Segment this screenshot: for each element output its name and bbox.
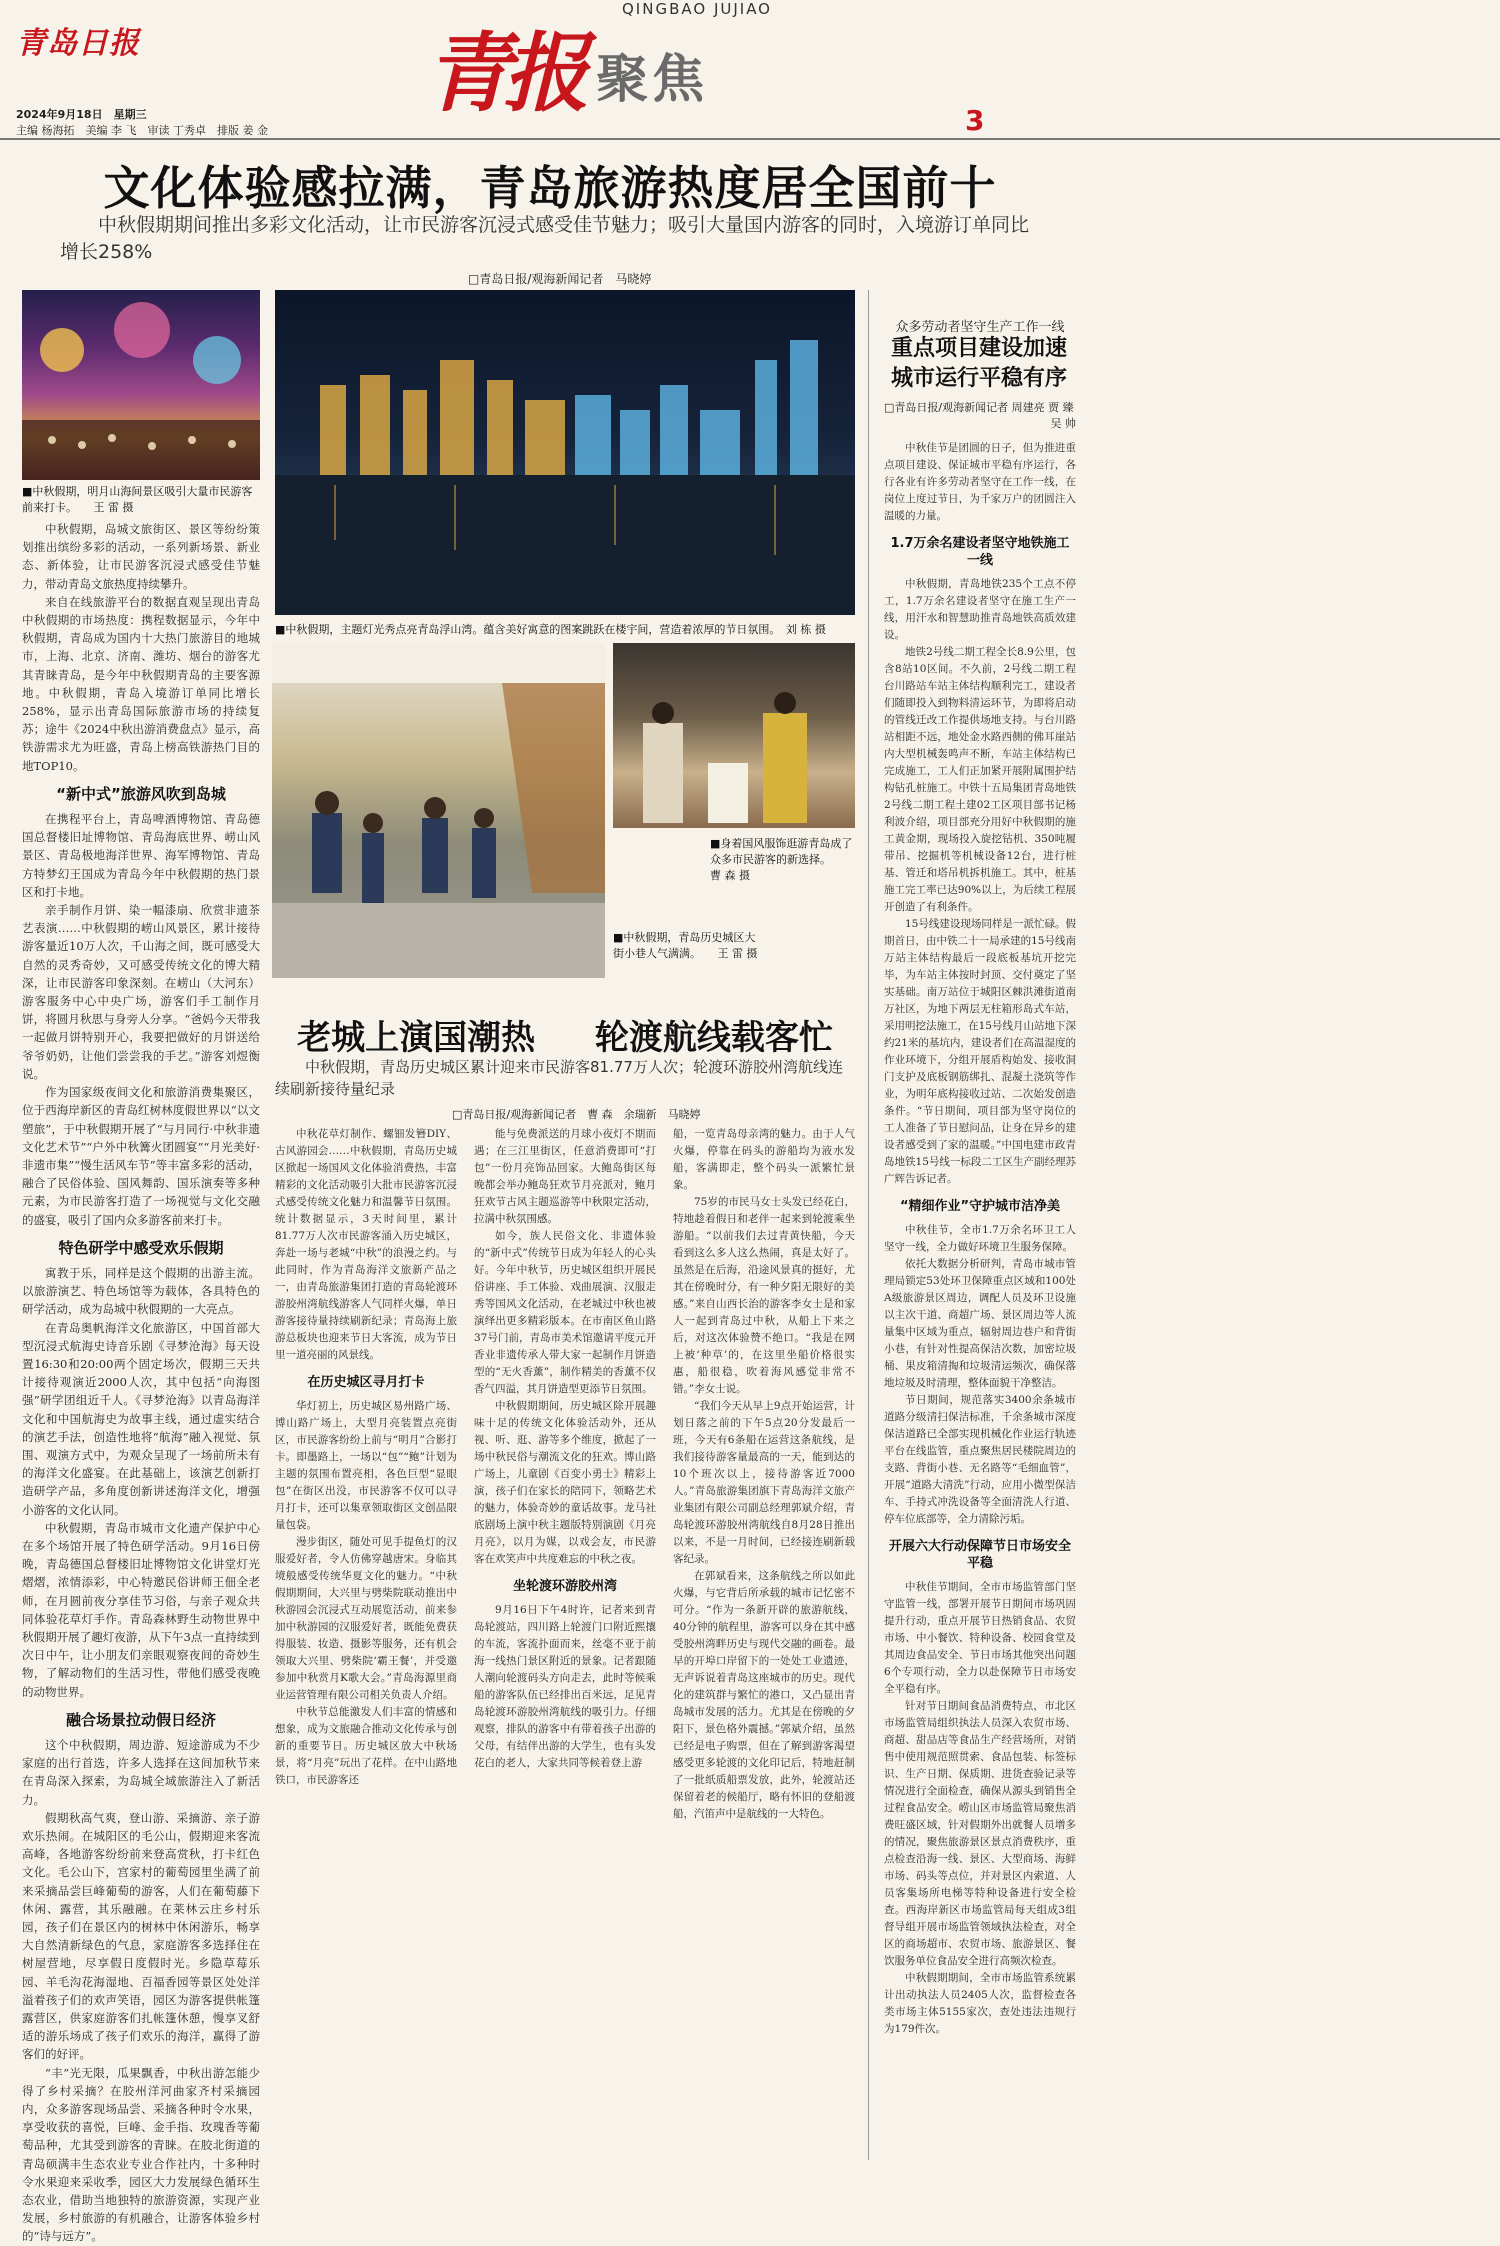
page-number: 3 xyxy=(965,104,985,137)
paragraph: 船，一览青岛母亲湾的魅力。由于人气火爆，停靠在码头的游船均为液水发船，客满即走，整个码头一派繁忙景象。 xyxy=(673,1128,855,1191)
paragraph: 中秋假期，青岛地铁235个工点不停工，1.7万余名建设者坚守在施工生产一线，用汗水和智慧助推青岛地铁高质效建设。 xyxy=(884,578,1076,641)
street-crowd-graphic xyxy=(272,643,605,978)
section-heading: 特色研学中感受欢乐假期 xyxy=(58,1238,224,1257)
paragraph: 在郭斌看来，这条航线之所以如此火爆，与它背后所承载的城市记忆密不可分。“作为一条新开辟的旅游航线，40分钟的航程里，游客可以身在其中感受胶州湾畔历史与现代交融的画卷。最早的开埠口岸留下的一处处工业遗迹，无声诉说着青岛这座城市的历史。现代化的建筑群与繁忙的港口，又凸显出青岛城市发展的活力。尤其是在傍晚的夕阳下，景色格外震撼。”郭斌介绍，虽然已经是电子购票，但在了解到游客渴望感受更多轮渡的文化印记后，特地赶制了一批纸质船票发放，此外，轮渡站还保留着老的候船厅，略有怀旧的登船渡船，汽笛声中是航线的一大特色。 xyxy=(673,1570,855,1820)
masthead-rule xyxy=(0,138,1500,140)
paper-logo xyxy=(16,18,140,62)
paragraph: 在青岛奥帆海洋文化旅游区，中国首部大型沉浸式航海史诗音乐剧《寻梦沧海》每天设置16:30和20:00两个固定场次，假期三天共计接待观演近2000人次，其中包括“向海图强”研学团组近千人。《寻梦沧海》以青岛海洋文化和中国航海史为故事主线，通过虚实结合的演艺手法，创造性地将“航海”融入视觉、氛围、观演方式中，为观众呈现了一场前所未有的海洋文化盛宴。在此基础上，该演艺创新打造研学产品，多角度创新讲述海洋文化，增强小游客的文化认同。 xyxy=(22,1320,260,1517)
paragraph: 15号线建设现场同样是一派忙碌。假期首日，由中铁二十一局承建的15号线南万站主体结构最后一段底板基坑开挖完毕，为车站主体按时封顶、交付奠定了坚实基础。南万站位于城阳区棘洪滩街道南万社区，为地下两层无柱箱形岛式车站，采用明挖法施工，在15号线月山站地下深约21米的基坑内，建设者们在高温湿度的作业环境下，分组开展盾构始发、接收洞门支护及底板钢筋绑扎、混凝土浇筑等作业，为明年底构接收过站、二次始发创造条件。“节日期间，项目部为坚守岗位的工人准备了节日慰问品，让身在异乡的建设者感受到了家的温暖。”中国电建市政青岛地铁15号线一标段二工区生产副经理苏广辉告诉记者。 xyxy=(884,918,1076,1185)
lead-subhead: 中秋假期期间推出多彩文化活动，让市民游客沉浸式感受佳节魅力；吸引大量国内游客的同时，入境游订单同比增长258% xyxy=(60,214,1030,263)
paragraph: 亲手制作月饼、染一幅漆扇、欣赏非遗茶艺表演……中秋假期的崂山风景区，累计接待游客量近10万人次，千山海之间，既可感受大自然的灵秀奇妙，又可感受传统文化的博大精深，让市民游客印象深刻。在崂山（大河东）游客服务中心中央广场，游客们手工制作月饼，将圆月秋思与身旁人分享。“爸妈今天带我一起做月饼特别开心，我要把做好的月饼送给爷爷奶奶，让他们尝尝我的手艺。”游客刘煜衡说。 xyxy=(22,903,260,1081)
right-column-body xyxy=(884,440,1076,2038)
section-logo xyxy=(425,23,709,124)
paragraph: 作为国家级夜间文化和旅游消费集聚区，位于西海岸新区的青岛红树林度假世界以“以文塑旅”，于中秋假期开展了“与月同行·中秋非遗文化艺术节”“户外中秋篝火团圆宴”“月光美好·非遗市集”“慢生活风车节”等丰富多彩的活动，融合了民俗体验、国风舞韵、国乐演奏等多种元素，为市民游客打造了一场视觉与文化交融的盛宴，吸引了国内众多游客前来打卡。 xyxy=(22,1085,260,1227)
section-logo-mark: 青报 xyxy=(425,23,581,124)
paragraph: 漫步街区，随处可见手提鱼灯的汉服爱好者，令人仿佛穿越唐宋。身临其境般感受传统华夏文化的魅力。“中秋假期期间，大兴里与劈柴院联动推出中秋游园会沉浸式互动展览活动，前来参加中秋游园的汉服爱好者，既能免费获得服装、妆造、摄影等服务，还有机会领取大兴里、劈柴院‘霸王餐’，并受邀参加中秋赏月K歌大会。”青岛海源里商业运营管理有限公司相关负责人介绍。 xyxy=(275,1536,457,1701)
section-heading: “新中式”旅游风吹到岛城 xyxy=(56,784,226,803)
photo1-caption: ■中秋假期，明月山海间景区吸引大量市民游客前来打卡。 王 雷 摄 xyxy=(22,485,253,514)
paragraph: 中秋假期，岛城文旅街区、景区等纷纷策划推出缤纷多彩的活动，一系列新场景、新业态、新体验，让市民游客沉浸式感受佳节魅力，带动青岛文旅热度持续攀升。 xyxy=(22,522,260,591)
photo-lantern-park xyxy=(22,290,260,480)
right-headline: 重点项目建设加速城市运行平稳有序 xyxy=(890,336,1067,391)
paragraph: 中秋假期期间，全市市场监管系统累计出动执法人员2405人次，监督检查各类市场主体5155家次，查处违法违规行为179件次。 xyxy=(884,1972,1076,2035)
paragraph: 如今，族人民俗文化、非遗体验的“新中式”传统节日成为年轻人的心头好。今年中秋节，历史城区组织开展民俗讲座、手工体验、戏曲展演、汉服走秀等国风文化活动，在老城过中秋也被演绎出更多精彩版本。在市南区鱼山路37号门前，青岛市美术馆邀请平度元开香业非遗传承人带大家一起制作月饼造型的“无火香薰”，制作精美的香薰不仅香气四溢，其月饼造型更添节日氛围。 xyxy=(474,1230,656,1395)
section-pinyin: QINGBAO JUJIAO xyxy=(622,0,772,18)
photo-night-skyline xyxy=(275,290,855,615)
second-headline xyxy=(275,1010,855,1059)
right-byline-2: 吴 帅 xyxy=(1050,417,1076,430)
page-editors: 主编 杨海拓 美编 李 飞 审读 丁秀卓 排版 姜 金 xyxy=(16,124,268,137)
paragraph: 来自在线旅游平台的数据直观呈现出青岛中秋假期的市场热度：携程数据显示，今年中秋假期，青岛成为国内十大热门旅游目的地城市，上海、北京、济南、潍坊、烟台的游客尤其青睐青岛，是今年中秋假期青岛的主要客源地。中秋假期，青岛入境游订单同比增长258%，显示出青岛国际旅游市场的持续复苏；途牛《2024中秋出游消费盘点》显示，高铁游需求尤为旺盛，青岛上榜高铁游热门目的地TOP10。 xyxy=(22,594,260,773)
second-headline-b: 轮渡航线载客忙 xyxy=(594,1018,833,1058)
photo2-caption: ■中秋假期，主题灯光秀点亮青岛浮山湾。蕴含美好寓意的图案跳跃在楼宇间，营造着浓厚的节日氛围。 刘 栋 摄 xyxy=(275,623,826,636)
section-heading: 1.7万余名建设者坚守地铁施工一线 xyxy=(890,536,1070,568)
paragraph: 中秋假期，青岛市城市文化遗产保护中心在多个场馆开展了特色研学活动。9月16日傍晚，青岛德国总督楼旧址博物馆文化讲堂灯光熠熠，浓情添彩，中心特邀民俗讲师王佃全老师，在月圆前夜分享佳节习俗，与亲子观众共同体验花草灯手作。青岛森林野生动物世界中秋假期开展了趣灯夜游，从下午3点一直持续到次日中午，让小朋友们亲眼观察夜间的奇妙生物，了解动物们的生活习性，带他们感受夜晚的动物世界。 xyxy=(22,1520,260,1699)
paragraph: 这个中秋假期，周边游、短途游成为不少家庭的出行首选，许多人选择在这间加秋节来在青岛深入探索，为岛城全域旅游注入了新活力。 xyxy=(22,1738,260,1807)
second-byline: □青岛日报/观海新闻记者 曹 森 余瑞新 马晓婷 xyxy=(452,1108,701,1121)
paragraph: “我们今天从早上9点开始运营，计划日落之前的下午5点20分发最后一班，今天有6条船在运营这条航线，是我们接待游客量最高的一天，能到达的10个班次以上，接待游客近7000人。”青岛旅游集团旗下青岛海洋文旅产业集团有限公司副总经理郭斌介绍，青岛轮渡环游胶州湾航线自8月28日推出以来，不是一月时间，已经接连刷新载客纪录。 xyxy=(673,1400,855,1565)
paragraph: 寓教于乐，同样是这个假期的出游主流。以旅游演艺、特色场馆等为载体，各具特色的研学活动，成为岛城中秋假期的一大亮点。 xyxy=(22,1265,260,1317)
paragraph: 中秋佳节期间，全市市场监管部门坚守监管一线，部署开展节日期间市场巩固提升行动，重点开展节日热销食品、农贸市场、中小餐饮、特种设备、校园食堂及其周边食品安全、节日市场其他突出问题6个专项行动，全力以赴保障节日市场安全平稳有序。 xyxy=(884,1581,1076,1695)
photo-old-town-street xyxy=(272,643,605,978)
paragraph: 中秋佳节是团圆的日子，但为推进重点项目建设、保证城市平稳有序运行，各行各业有许多劳动者坚守在工作一线，在岗位上度过节日，为千家万户的团圆注入温暖的力量。 xyxy=(884,442,1076,522)
section-heading: 融合场景拉动假日经济 xyxy=(65,1710,216,1729)
paper-logo-text: 青岛日报 xyxy=(16,26,140,61)
second-subhead: 中秋假期，青岛历史城区累计迎来市民游客81.77万人次；轮渡环游胶州湾航线连续刷新接待量纪录 xyxy=(275,1058,843,1098)
paragraph: 依托大数据分析研判，青岛市城市管理局锁定53处环卫保障重点区域和100处A级旅游景区周边，调配人员及环卫设施以主次干道、商超广场、景区周边等人流量集中区域为重点，辐射周边巷户和背街小巷，有针对性提高保洁次数，加密垃圾桶、果皮箱清掏和垃圾清运频次，确保落地垃圾及时清理，整体面貌干净整洁。 xyxy=(884,1258,1076,1389)
paragraph: 地铁2号线二期工程全长8.9公里，包含8站10区间。不久前，2号线二期工程台川路站车站主体结构顺利完工，建设者们随即投入到物料清运环节，为即将启动的管线迁改工作提供场地支持。与台川路站相距不远，地处金水路西侧的佛耳崖站内大型机械轰鸣声不断，车站主体结构已完成施工，工人们正加紧开展附属围护结构钻孔桩施工。中铁十五局集团青岛地铁2号线二期工程土建02工区项目部书记杨利波介绍，项目部充分用好中秋假期的施工黄金期，现场投入旋挖钻机、350吨履带吊、挖掘机等机械设备12台，进行桩基、管迁和塔吊机拆机施工。其中，桩基施工完工率已达90%以上，为后续工程展开创造了有利条件。 xyxy=(884,646,1076,913)
section-heading: 在历史城区寻月打卡 xyxy=(307,1375,425,1390)
lead-column-1 xyxy=(22,520,260,2246)
photo-hanfu-shopping xyxy=(613,643,855,828)
second-column-3 xyxy=(673,1126,855,1823)
right-byline xyxy=(884,400,1076,432)
paragraph: 中秋佳节，全市1.7万余名环卫工人坚守一线，全力做好环境卫生服务保障。 xyxy=(884,1224,1076,1253)
paragraph: 中秋假期期间，历史城区除开展趣味十足的传统文化体验活动外，还从视、听、逛、游等多个维度，掀起了一场中秋民俗与潮流文化的狂欢。博山路广场上，儿童剧《百变小勇士》精彩上演，孩子们在家长的陪同下，领略艺术的魅力，体验奇妙的童话故事。龙马社底剧场上演中秋主题版特别演剧《月亮 月亮》，以月为媒，以戏会友，市民游客在欢笑声中共度难忘的中秋之夜。 xyxy=(474,1400,656,1565)
paragraph: 针对节日期间食品消费特点，市北区市场监管局组织执法人员深入农贸市场、商超、甜品店等食品生产经营场所，对销售中使用规范照贯索、食品包装、标签标识、生产日期、保质期、进货查验记录等情况进行全面检查，确保从源头到销售全过程食品安全。崂山区市场监管局聚焦消费旺盛区域，针对假期外出就餐人员增多的情况，聚焦旅游景区景点消费秩序，重点检查沿海一线、景区、大型商场、海鲜市场、码头等点位，并对景区内索道、人员客集场所电梯等特种设备进行安全检查。西海岸新区市场监管局每天组成3组督导组开展市场监管领域执法检查，对全区的商场超市、农贸市场、旅游景区、餐饮服务单位食品安全进行高频次检查。 xyxy=(884,1700,1076,1967)
lead-col1-paras xyxy=(22,520,260,775)
paragraph: 中秋花草灯制作、螺钿发簪DIY、古风游园会……中秋假期，青岛历史城区掀起一场国风文化体验消费热，丰富精彩的文化活动吸引大批市民游客沉浸式感受传统文化魅力和温馨节日氛围。统计数据显示，3天时间里，累计81.77万人次市民游客涌入历史城区，奔赴一场与老城“中秋”的浪漫之约。与此同时，作为青岛海洋文旅新产品之一，由青岛旅游集团打造的青岛轮渡环游胶州湾航线游客人气同样火爆，单日游客接待量持续刷新纪录；青岛海上旅游总板块也迎来节日大客流，成为节日里一道亮丽的风景线。 xyxy=(275,1128,457,1361)
paragraph: 假期秋高气爽，登山游、采摘游、亲子游欢乐热闹。在城阳区的毛公山，假期迎来客流高峰，各地游客纷纷前来登高赏秋，打卡红色文化。毛公山下，宫家村的葡萄园里坐满了前来采摘品尝巨峰葡萄的游客，人们在葡萄藤下休闲、露营，其乐融融。在莱林云庄乡村乐园，孩子们在景区内的树林中休闲游乐，畅享大自然清新绿色的气息，家庭游客多选择住在树屋营地，尽享假日度假时光。乡隐草莓乐园、羊毛沟花海湿地、百福香园等景区处处洋溢着孩子们的欢声笑语，园区为游客提供帐篷露营区，供家庭游客们扎帐篷休憩，慢享叉舒适的游乐场成了孩子们欢乐的海洋，赢得了游客们的好评。 xyxy=(22,1810,260,2062)
paragraph: 75岁的市民马女士头发已经花白，特地趁着假日和老伴一起来到轮渡乘坐游船。“以前我们去过青黄快船，今天看到这么多人这么热闹，真是太好了。虽然是在后海，沿途风景真的挺好，尤其在傍晚时分，有一种夕阳无限好的美感。”来自山西长治的游客李女士是和家人一起到青岛过中秋，从船上下来之后，对这次体验赞不绝口。“我是在网上被‘种草’的，在这里坐船价格很实惠，船很稳，吹着海风感觉非常不错。”李女士说。 xyxy=(673,1196,855,1395)
second-column-1 xyxy=(275,1126,457,1789)
skyline-graphic xyxy=(275,290,855,615)
paragraph: “丰”光无限，瓜果飘香，中秋出游怎能少得了乡村采摘？在胶州洋河曲家齐村采摘园内，众多游客现场品尝、采摘各种时令水果，享受收获的喜悦，巨峰、金手指、玫瑰香等葡萄品种，尤其受到游客的青睐。在胶北街道的青岛硕满丰生态农业专业合作社内，十多种时令水果迎来采收季，园区大力发展绿色循环生态农业，借助当地独特的旅游资源，实现产业发展，乡村旅游的有机融合，让游客体验乡村的“诗与远方”。 xyxy=(22,2065,260,2244)
section-heading: 坐轮渡环游胶州湾 xyxy=(512,1579,617,1594)
paragraph: 节日期间，规范落实3400余条城市道路分级清扫保洁标准，千余条城市深度保洁道路已全部实现机械化作业运行轨迹平台在线监管，重点聚焦居民楼院周边的支路、背街小巷、无名路等“毛细血管”，开展“道路大清洗”行动，应用小微型保洁车、手持式冲洗设备等全面清洗人行道、停车位底部等，全力清除污垢。 xyxy=(884,1394,1076,1525)
lead-byline: □青岛日报/观海新闻记者 马晓婷 xyxy=(468,272,652,286)
paragraph: 9月16日下午4时许，记者来到青岛轮渡站，四川路上轮渡门口附近熙攘的车流，客流扑面而来，丝毫不亚于前海一线热门景区附近的景象。记者跟随人潮向轮渡码头方向走去，此时等候乘船的游客队伍已经排出百米远，足见青岛轮渡环游胶州湾航线的吸引力。仔细观察，排队的游客中有带着孩子出游的父母，有结伴出游的大学生，也有头发花白的老人，大家共同等候着登上游 xyxy=(474,1604,656,1769)
second-headline-a: 老城上演国潮热 xyxy=(297,1018,536,1058)
paragraph: 在携程平台上，青岛啤酒博物馆、青岛德国总督楼旧址博物馆、青岛海底世界、崂山风景区、青岛极地海洋世界、海军博物馆、青岛方特梦幻王国成为青岛今年中秋假期的热门景区和打卡地。 xyxy=(22,812,260,899)
section-logo-word: 聚焦 xyxy=(596,50,709,110)
page-date: 2024年9月18日 星期三 xyxy=(16,108,147,121)
second-column-2 xyxy=(474,1126,656,1772)
paragraph: 华灯初上，历史城区易州路广场、博山路广场上，大型月亮装置点亮街区，市民游客纷纷上前与“明月”合影打卡。即墨路上，一场以“包”“鲍”计划为主题的氛围布置亮相，各色巨型“显眼包”在街区出没，市民游客不仅可以寻月打卡，还可以集章领取街区文创品限量包袋。 xyxy=(275,1400,457,1531)
photo3-caption: ■中秋假期，青岛历史城区大街小巷人气满满。 王 雷 摄 xyxy=(613,931,758,960)
right-byline-1: □青岛日报/观海新闻记者 周建亮 贾 臻 xyxy=(884,401,1074,414)
paragraph: 能与免费派送的月球小夜灯不期而遇；在三江里街区，任意消费即可“打包”一份月亮饰品回家。大鲍岛街区每晚都会举办鲍岛狂欢节月亮派对，鲍月狂欢节古风主题巡游等中秋限定活动，拉满中秋氛围感。 xyxy=(474,1128,656,1225)
lantern-scene-graphic xyxy=(22,290,260,480)
right-kicker: 众多劳动者坚守生产工作一线 xyxy=(895,320,1065,335)
section-heading: “精细作业”守护城市洁净美 xyxy=(899,1199,1061,1214)
lead-headline: 文化体验感拉满，青岛旅游热度居全国前十 xyxy=(103,161,997,215)
photo4-caption: ■身着国风服饰逛游青岛成了众多市民游客的新选择。 曹 森 摄 xyxy=(710,837,853,882)
hanfu-graphic xyxy=(613,643,855,828)
section-heading: 开展六大行动保障节日市场安全平稳 xyxy=(888,1539,1071,1571)
paragraph: 中秋节总能激发人们丰富的情感和想象，成为文旅融合推动文化传承与创新的重要节日。历史城区放大中秋场景，将“月亮”玩出了花样。在中山路地铁口，市民游客还 xyxy=(275,1706,457,1786)
right-column-divider xyxy=(868,290,869,2160)
